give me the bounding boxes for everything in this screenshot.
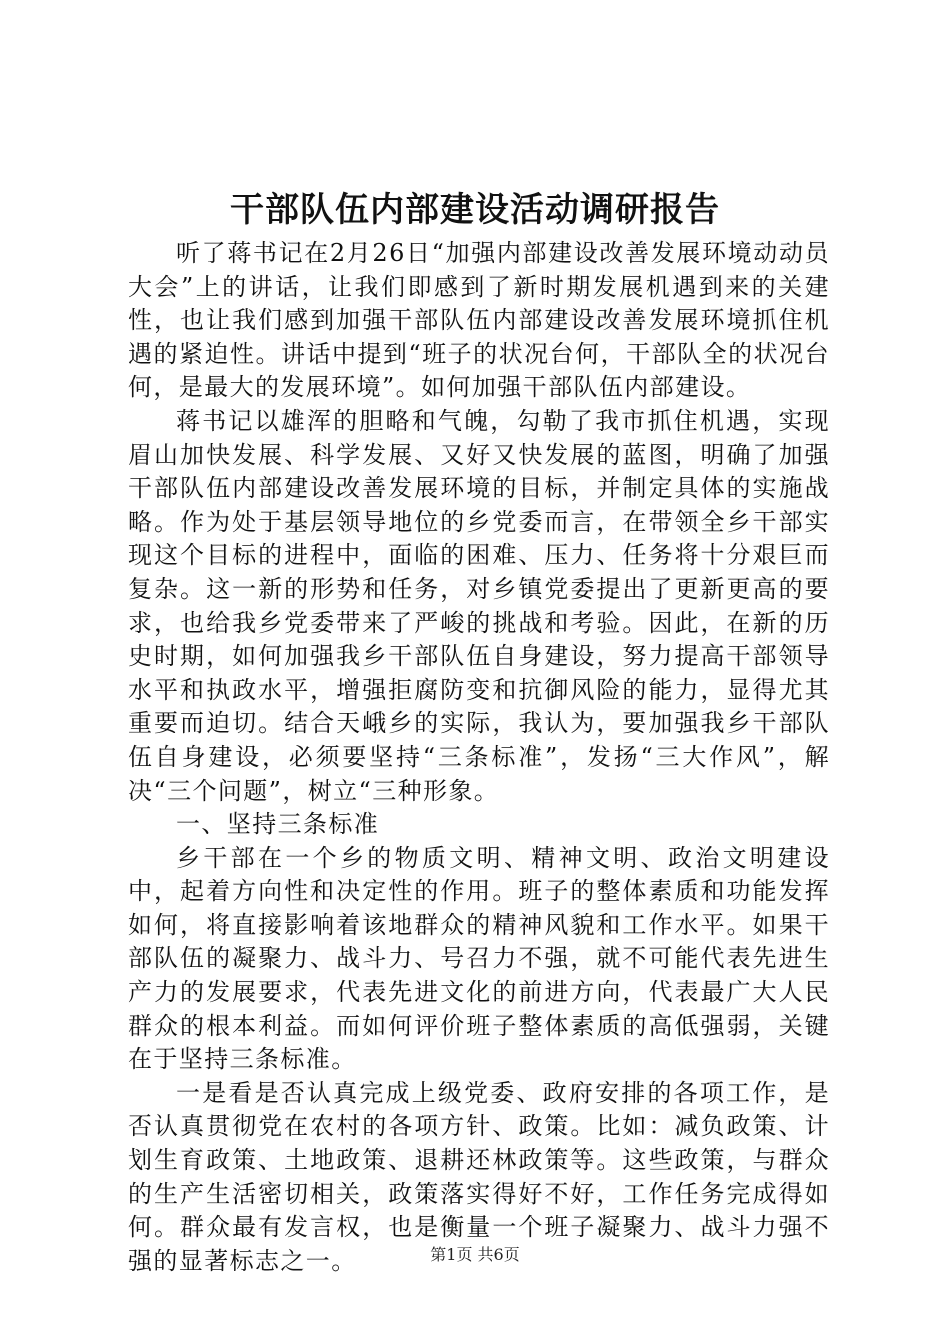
page-footer: 第1页 共6页 [430,1245,520,1264]
document-body [128,237,830,1278]
paragraph-standard-one: 一是看是否认真完成上级党委、政府安排的各项工作，是否认真贯彻党在农村的各项方针、政策。比如：减负政策、计划生育政策、土地政策、退耕还林政策等。这些政策，与群众的生产生活密切相关，政策落实得好不好，工作任务完成得如何。群众最有发言权，也是衡量一个班子凝聚力、战斗力强不强的显著标志之一。 [128,1078,830,1275]
paragraph-section-intro: 乡干部在一个乡的物质文明、精神文明、政治文明建设中，起着方向性和决定性的作用。班子的整体素质和功能发挥如何，将直接影响着该地群众的精神风貌和工作水平。如果干部队伍的凝聚力、战斗力、号召力不强，就不可能代表先进生产力的发展要求，代表先进文化的前进方向，代表最广大人民群众的根本利益。而如何评价班子整体素质的高低强弱，关键在于坚持三条标准。 [128,843,830,1074]
section-heading: 一、坚持三条标准 [176,810,380,839]
paragraph-background: 蒋书记以雄浑的胆略和气魄，勾勒了我市抓住机遇，实现眉山加快发展、科学发展、又好又快发展的蓝图，明确了加强干部队伍内部建设改善发展环境的目标，并制定具体的实施战略。作为处于基层领导地位的乡党委而言，在带领全乡干部实现这个目标的进程中，面临的困难、压力、任务将十分艰巨而复杂。这一新的形势和任务，对乡镇党委提出了更新更高的要求，也给我乡党委带来了严峻的挑战和考验。因此，在新的历史时期，如何加强我乡干部队伍自身建设，努力提高干部领导水平和执政水平，增强拒腐防变和抗御风险的能力，显得尤其重要而迫切。结合天峨乡的实际，我认为，要加强我乡干部队伍自身建设，必须要坚持“三条标准”，发扬“三大作风”，解决“三个问题”，树立“三种形象。 [128,406,830,805]
paragraph-intro: 听了蒋书记在2月26日“加强内部建设改善发展环境动动员大会”上的讲话，让我们即感到了新时期发展机遇到来的关建性，也让我们感到加强干部队伍内部建设改善发展环境抓住机遇的紧迫性。讲话中提到“班子的状况台何，干部队全的状况台何，是最大的发展环境”。如何加强干部队伍内部建设。 [128,239,830,402]
document-title: 干部队伍内部建设活动调研报告 [230,190,720,230]
